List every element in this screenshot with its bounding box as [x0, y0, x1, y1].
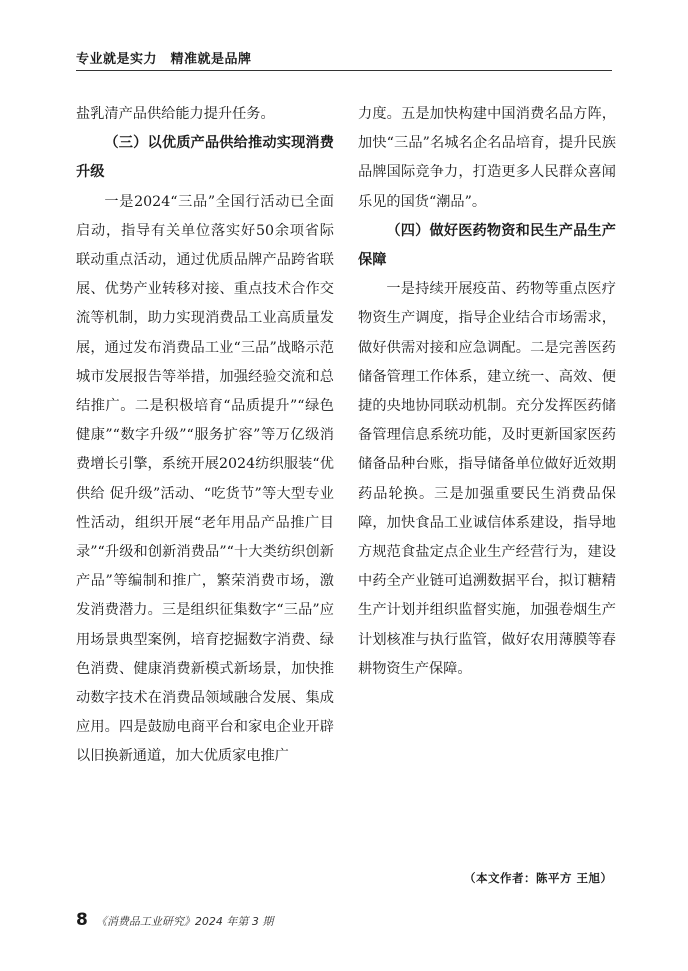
section-heading-4: （四）做好医药物资和民生产品生产保障 [358, 222, 616, 269]
continuation-text: 盐乳清产品供给能力提升任务。 [76, 106, 275, 122]
section-body-4: 一是持续开展疫苗、药物等重点医疗物资生产调度，指导企业结合市场需求，做好供需对接和应急调配。二是完善医药储备管理工作体系，建立统一、高效、便捷的央地协同联动机制。充分发挥医药储备管理信息系统功能，及时更新国家医药储备品种台账，指导储备单位做好近效期药品轮换。三是加强重要民生消费品保障，加快食品工业诚信体系建设，指导地方规范食盐定点企业生产经营行为，建设中药全产业链可追溯数据平台，拟订糖精生产计划并组织监督实施，加强卷烟生产计划核准与执行监管，做好农用薄膜等春耕物资生产保障。 [358, 281, 616, 677]
right-column [358, 100, 616, 684]
section-body-3: 一是2024“三品”全国行活动已全面启动，指导有关单位落实好50余项省际联动重点活动，通过优质品牌产品跨省联展、优势产业转移对接、重点技术合作交流等机制，助力实现消费品工业高质量发展，通过发布消费品工业“三品”战略示范城市发展报告等举措，加强经验交流和总结推广。二是积极培育“品质提升”“绿色健康”“数字升级”“服务扩容”等万亿级消费增长引擎，系统开展2024纺织服装“优供给 促升级”活动、“吃货节”等大型专业性活动，组织开展“老年用品产品推广目录”“升级和创新消费品”“十大类纺织创新产品”等编制和推广，繁荣消费市场，激发消费潜力。三是组织征集数字“三品”应用场景典型案例，培育挖掘数字消费、绿色消费、健康消费新模式新场景，加快推动数字技术在消费品领域融合发展、集成应用。四是鼓励电商平台和家电企业开辟以旧换新通道，加大优质家电推广 [76, 193, 334, 765]
header-divider [76, 70, 612, 71]
page-number: 8 [76, 910, 88, 930]
journal-citation: 《消费品工业研究》2024 年第 3 期 [95, 915, 274, 928]
author-note: （本文作者：陈平方 王旭） [464, 871, 613, 885]
running-header: 专业就是实力 精准就是品牌 [76, 52, 252, 67]
section-heading-3: （三）以优质产品供给推动实现消费升级 [76, 135, 334, 181]
left-column [76, 100, 334, 772]
continuation-text-right: 力度。五是加快构建中国消费名品方阵，加快“三品”名城名企名品培育，提升民族品牌国际竞争力，打造更多人民群众喜闻乐见的国货“潮品”。 [358, 106, 616, 210]
page-footer [76, 910, 273, 930]
